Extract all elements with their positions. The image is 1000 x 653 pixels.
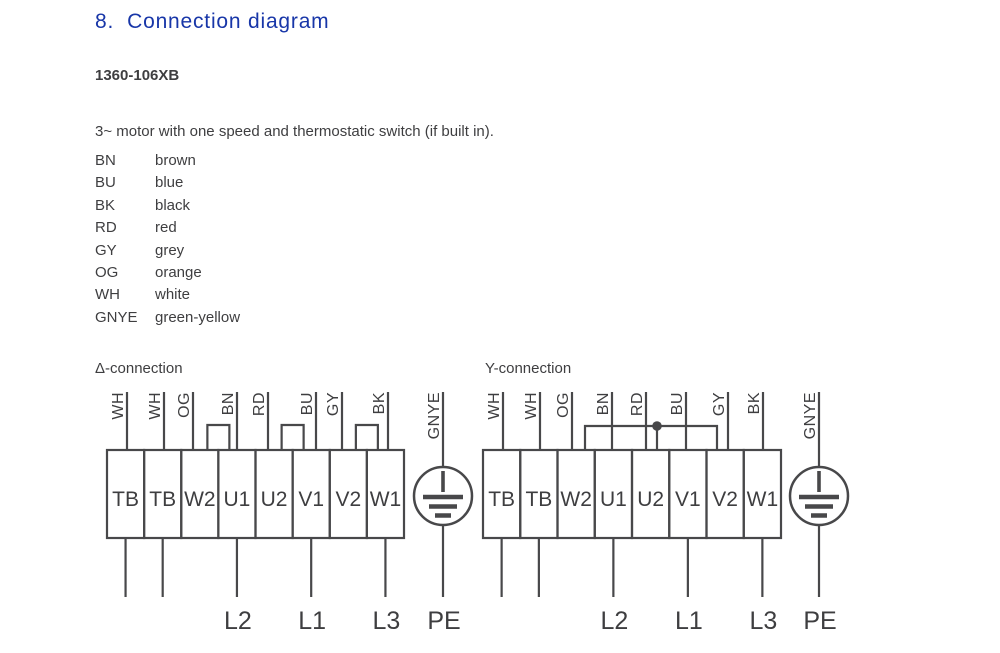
- legend-color-name: orange: [155, 264, 202, 282]
- wire-label-bk: BK: [371, 392, 388, 415]
- legend-color-name: white: [155, 286, 191, 304]
- y-connection-title: Y-connection: [485, 360, 572, 377]
- legend-abbr: BN: [95, 152, 116, 169]
- terminal-label: U1: [599, 488, 627, 511]
- legend-color-name: black: [155, 196, 191, 214]
- wire-label-rd: RD: [629, 392, 646, 417]
- terminal-label: V1: [298, 488, 325, 511]
- wire-label-gnye: GNYE: [802, 392, 819, 440]
- terminal-label: V1: [675, 488, 701, 511]
- legend-abbr: BU: [95, 174, 116, 192]
- heading-title: Connection diagram: [127, 10, 330, 33]
- wire-label-wh: WH: [110, 392, 127, 420]
- star-bridge-bar: [585, 426, 717, 450]
- wire-label-gnye: GNYE: [426, 392, 443, 440]
- terminal-label: U1: [223, 488, 251, 511]
- wire-label-wh: WH: [523, 392, 540, 420]
- wire-label-bn: BN: [220, 392, 237, 416]
- legend-abbr: BK: [95, 196, 116, 214]
- legend-color-name: red: [155, 219, 177, 237]
- phase-label-l1: L1: [298, 607, 327, 635]
- terminal-label: TB: [488, 488, 516, 511]
- wire-label-rd: RD: [251, 392, 268, 417]
- terminal-label: TB: [149, 488, 177, 511]
- wire-label-og: OG: [176, 392, 193, 418]
- legend-abbr: GY: [95, 241, 117, 259]
- motor-description: 3~ motor with one speed and thermostatic switch (if built in).: [95, 123, 494, 140]
- terminal-label: W2: [184, 488, 216, 511]
- legend-abbr: OG: [95, 264, 119, 282]
- terminal-label: U2: [260, 488, 288, 511]
- wire-label-bk: BK: [746, 392, 763, 415]
- delta-bridge-link: [207, 425, 229, 450]
- wire-label-wh: WH: [486, 392, 503, 420]
- wire-label-gy: GY: [711, 392, 728, 417]
- delta-bridge-link: [282, 425, 304, 450]
- phase-label-l2: L2: [600, 607, 629, 635]
- phase-label-l3: L3: [372, 607, 401, 635]
- legend-abbr: GNYE: [95, 308, 138, 326]
- pe-label: PE: [427, 607, 461, 635]
- legend-abbr: RD: [95, 219, 117, 237]
- wire-label-bu: BU: [669, 392, 686, 416]
- legend-color-name: green-yellow: [155, 308, 241, 326]
- terminal-label: TB: [112, 488, 139, 511]
- wire-label-wh: WH: [147, 392, 164, 420]
- terminal-label: V2: [335, 488, 362, 511]
- phase-label-l2: L2: [224, 607, 252, 635]
- terminal-label: U2: [637, 488, 665, 511]
- terminal-label: W1: [746, 488, 779, 511]
- legend-abbr: WH: [95, 286, 120, 304]
- wire-label-bn: BN: [595, 392, 612, 416]
- terminal-label: V2: [712, 488, 738, 511]
- terminal-label: W1: [369, 488, 402, 511]
- legend-color-name: blue: [155, 174, 184, 192]
- model-number: 1360-106XB: [95, 67, 180, 84]
- terminal-label: W2: [560, 488, 592, 511]
- legend-color-name: grey: [155, 241, 185, 259]
- wire-label-og: OG: [555, 392, 572, 418]
- delta-bridge-link: [356, 425, 378, 450]
- pe-label: PE: [803, 607, 837, 635]
- star-junction-dot: [652, 421, 662, 431]
- delta-connection-title: Δ-connection: [95, 360, 183, 377]
- wire-label-gy: GY: [325, 392, 342, 417]
- wire-label-bu: BU: [299, 392, 316, 416]
- heading-number: 8.: [95, 10, 115, 33]
- phase-label-l1: L1: [674, 607, 703, 635]
- legend-color-name: brown: [155, 152, 196, 169]
- phase-label-l3: L3: [749, 607, 778, 635]
- terminal-label: TB: [525, 488, 553, 511]
